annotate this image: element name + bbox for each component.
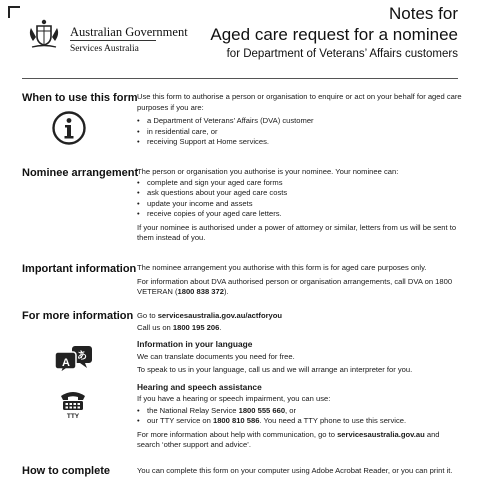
language-subheading: Information in your language [137, 339, 253, 349]
hearing-subheading: Hearing and speech assistance [137, 381, 262, 392]
list-item: • receiving Support at Home services. [137, 137, 463, 148]
header-divider [22, 78, 458, 79]
section-heading-nominee: Nominee arrangement [22, 167, 139, 179]
crop-mark [8, 6, 20, 18]
section-body-important [137, 263, 463, 301]
list-item: • ask questions about your aged care costs [137, 188, 463, 199]
commonwealth-coat-of-arms-icon [27, 18, 61, 52]
page-subtitle: for Department of Veterans’ Affairs customers [226, 48, 458, 60]
tty-label: TTY [66, 413, 80, 419]
list-item: • the National Relay Service 1800 555 660, or [137, 406, 463, 417]
tty-phone-icon [58, 387, 88, 419]
actforyou-link[interactable]: servicesaustralia.gov.au/actforyou [157, 311, 283, 320]
dva-phone-number: 1800 838 372 [177, 287, 224, 296]
list-item: • our TTY service on 1800 810 586. You need a TTY phone to use this service. [137, 416, 463, 427]
svg-text:A: A [62, 357, 70, 369]
important-p1: The nominee arrangement you authorise with this form is for aged care purposes only. [137, 263, 427, 272]
important-p2: For information about DVA authorised person or organisation arrangements, call DVA on 1800 VETERAN (1800 838 372). [137, 276, 453, 296]
list-item: • in residential care, or [137, 127, 463, 138]
help-line: For more information about help with communication, go to servicesaustralia.gov.au and search ‘other support and advice’. [137, 429, 440, 449]
when-intro: Use this form to authorise a person or organisation to enquire or act on your behalf for aged care purposes if you are: [137, 92, 462, 112]
list-item: • complete and sign your aged care forms [137, 178, 463, 189]
section-heading-important: Important information [22, 263, 137, 275]
section-body-when [137, 92, 463, 151]
language-p2: To speak to us in your language, call us and we will arrange an interpreter for you. [137, 365, 413, 374]
section-body-nominee [137, 167, 463, 247]
agency-name: Services Australia [70, 44, 139, 54]
nominee-list [137, 178, 463, 220]
government-name: Australian Government [70, 25, 188, 39]
hearing-list [137, 406, 463, 427]
nominee-note: If your nominee is authorised under a power of attorney or similar, letters from us will be sent to them instead of you. [137, 222, 457, 242]
services-link[interactable]: servicesaustralia.gov.au [337, 429, 425, 439]
relay-number: 1800 555 660 [238, 405, 286, 415]
nominee-intro: The person or organisation you authorise is your nominee. Your nominee can: [137, 167, 399, 176]
page-title-line2: Aged care request for a nominee [210, 25, 458, 44]
language-translation-icon [55, 344, 93, 374]
section-heading-when: When to use this form [22, 92, 138, 104]
logo-divider [70, 40, 156, 41]
goto-line: Go to servicesaustralia.gov.au/actforyou [137, 311, 283, 320]
list-item: • receive copies of your aged care letters. [137, 209, 463, 220]
hearing-intro: If you have a hearing or speech impairment, you can use: [137, 394, 331, 403]
section-body-complete [137, 466, 463, 480]
list-item: • a Department of Veterans’ Affairs (DVA) customer [137, 116, 463, 127]
info-icon [51, 110, 87, 146]
when-list [137, 116, 463, 148]
section-heading-more: For more information [22, 310, 134, 322]
section-heading-complete: How to complete [22, 465, 111, 477]
call-line: Call us on 1800 195 206. [137, 322, 222, 332]
tty-number: 1800 810 586 [212, 416, 260, 425]
call-number: 1800 195 206 [172, 322, 220, 332]
complete-p1: You can complete this form on your computer using Adobe Acrobat Reader, or you can print it. [137, 466, 453, 475]
page-title-line1: Notes for [389, 4, 458, 23]
list-item: • update your income and assets [137, 199, 463, 210]
svg-text:あ: あ [77, 351, 87, 362]
section-body-more [137, 311, 463, 454]
language-p1: We can translate documents you need for free. [137, 351, 295, 361]
